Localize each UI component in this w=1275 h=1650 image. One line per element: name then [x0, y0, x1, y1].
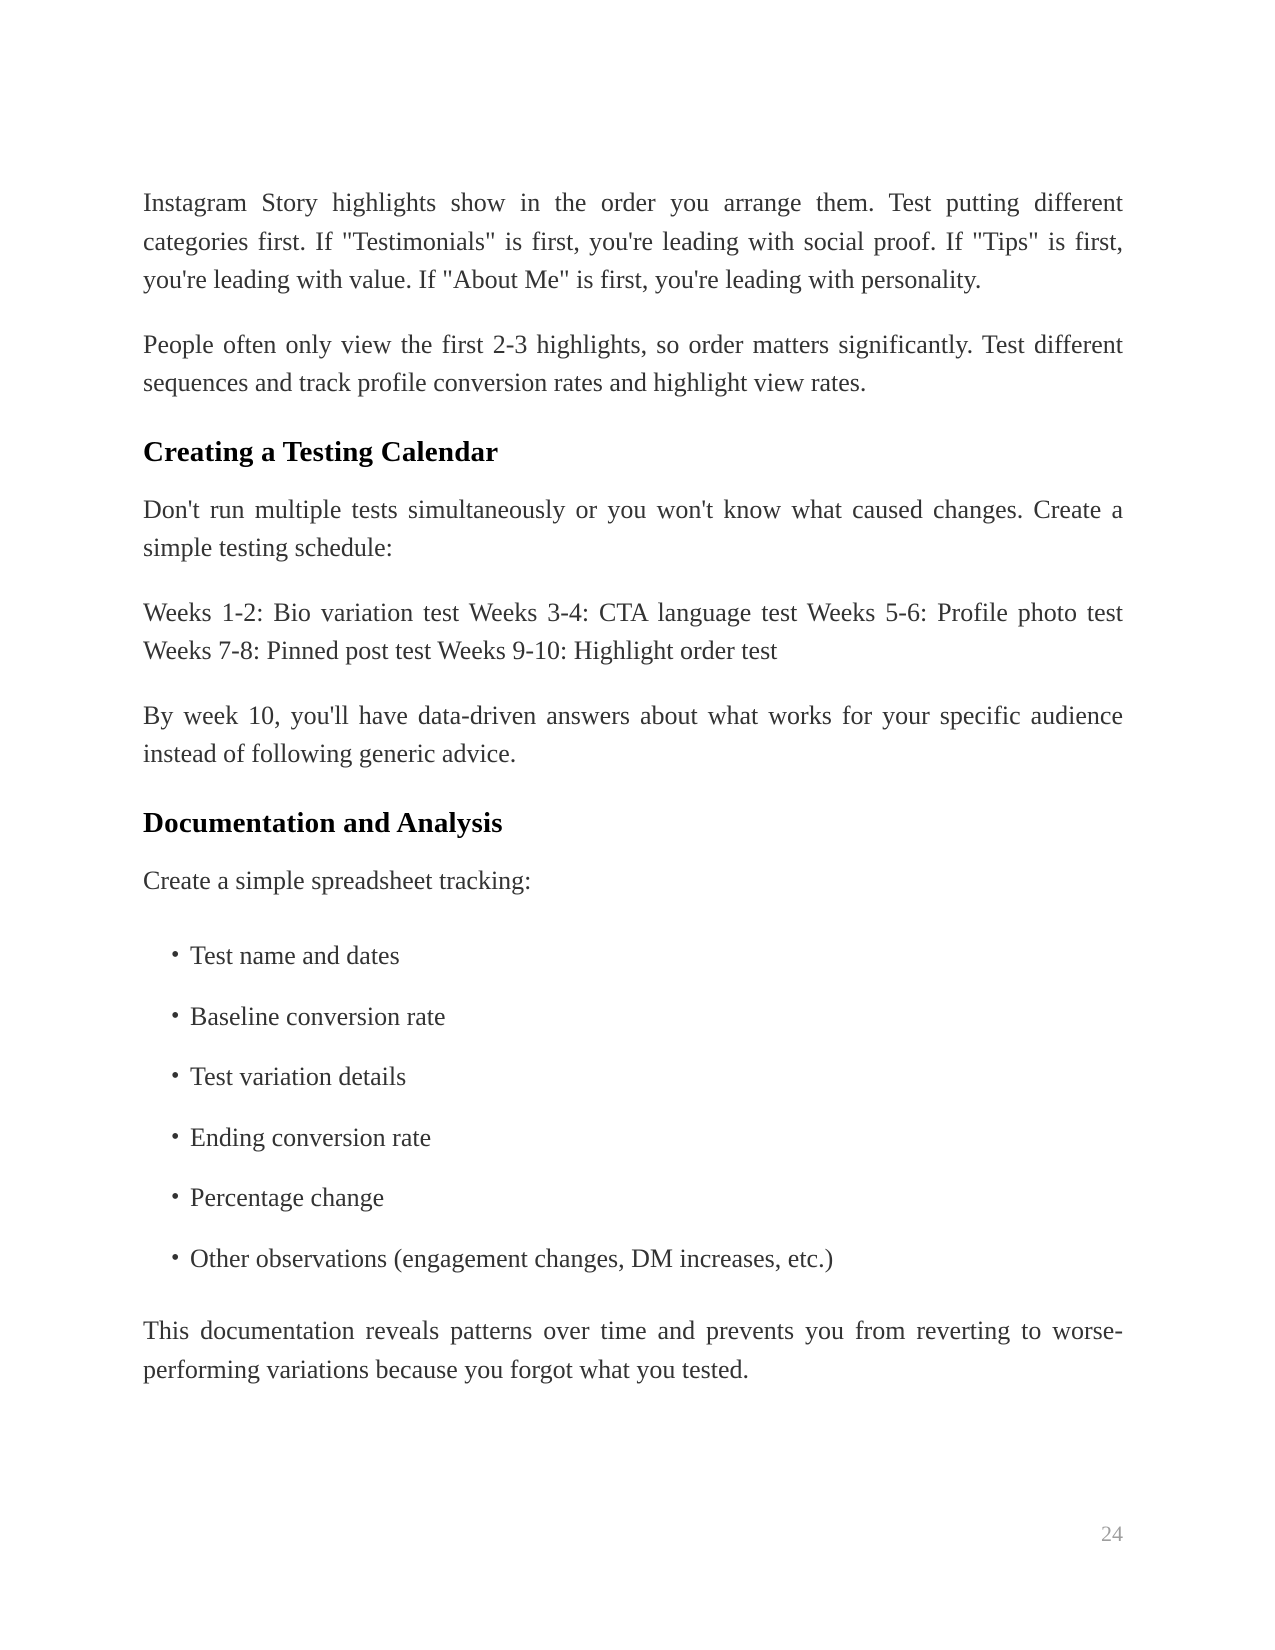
- section-heading-testing-calendar: Creating a Testing Calendar: [143, 435, 499, 468]
- list-item: [143, 937, 1123, 976]
- bullet-list: [143, 937, 1123, 1278]
- paragraph-intro-1: Instagram Story highlights show in the order you arrange them. Test putting different categories first. If "Testimonials" is first, you're leading with social proof. If "Tips" is first, you're leading with value. If "About Me" is first, you're leading with personality.: [143, 188, 1123, 294]
- list-item: [143, 1179, 1123, 1218]
- paragraph-week10-result: By week 10, you'll have data-driven answers about what works for your specific audience instead of following generic advice.: [143, 700, 1123, 768]
- list-item: [143, 1058, 1123, 1097]
- list-item-text: Other observations (engagement changes, DM increases, etc.): [190, 1243, 834, 1273]
- paragraph-documentation-closing: This documentation reveals patterns over time and prevents you from reverting to worse-performing variations because you forgot what you tested.: [143, 1316, 1123, 1384]
- list-item: [143, 998, 1123, 1037]
- list-item-text: Percentage change: [190, 1183, 385, 1212]
- bullet-icon: •: [171, 1002, 180, 1029]
- paragraph-spreadsheet-intro: Create a simple spreadsheet tracking:: [143, 865, 532, 895]
- list-item: [143, 1119, 1123, 1158]
- list-item: [143, 1240, 1123, 1279]
- paragraph-weeks-plan: Weeks 1-2: Bio variation test Weeks 3-4: CTA language test Weeks 5-6: Profile photo test Weeks 7-8: Pinned post test Weeks 9-10: Highlight order test: [143, 597, 1123, 665]
- list-item-text: Baseline conversion rate: [190, 1001, 446, 1031]
- bullet-icon: •: [171, 1063, 180, 1089]
- list-item-text: Test variation details: [190, 1062, 407, 1091]
- list-item-text: Ending conversion rate: [190, 1122, 432, 1152]
- paragraph-testing-schedule: Don't run multiple tests simultaneously or you won't know what caused changes. Create a simple testing schedule:: [143, 494, 1123, 562]
- bullet-icon: •: [171, 1123, 180, 1150]
- section-heading-documentation: Documentation and Analysis: [143, 806, 503, 839]
- bullet-icon: •: [171, 1184, 180, 1210]
- bullet-icon: •: [171, 1244, 180, 1271]
- list-item-text: Test name and dates: [190, 941, 400, 970]
- paragraph-intro-2: People often only view the first 2-3 highlights, so order matters significantly. Test different sequences and track profile conversion rates and highlight view rates.: [143, 329, 1123, 397]
- page-number: 24: [1101, 1521, 1123, 1546]
- bullet-icon: •: [171, 942, 180, 968]
